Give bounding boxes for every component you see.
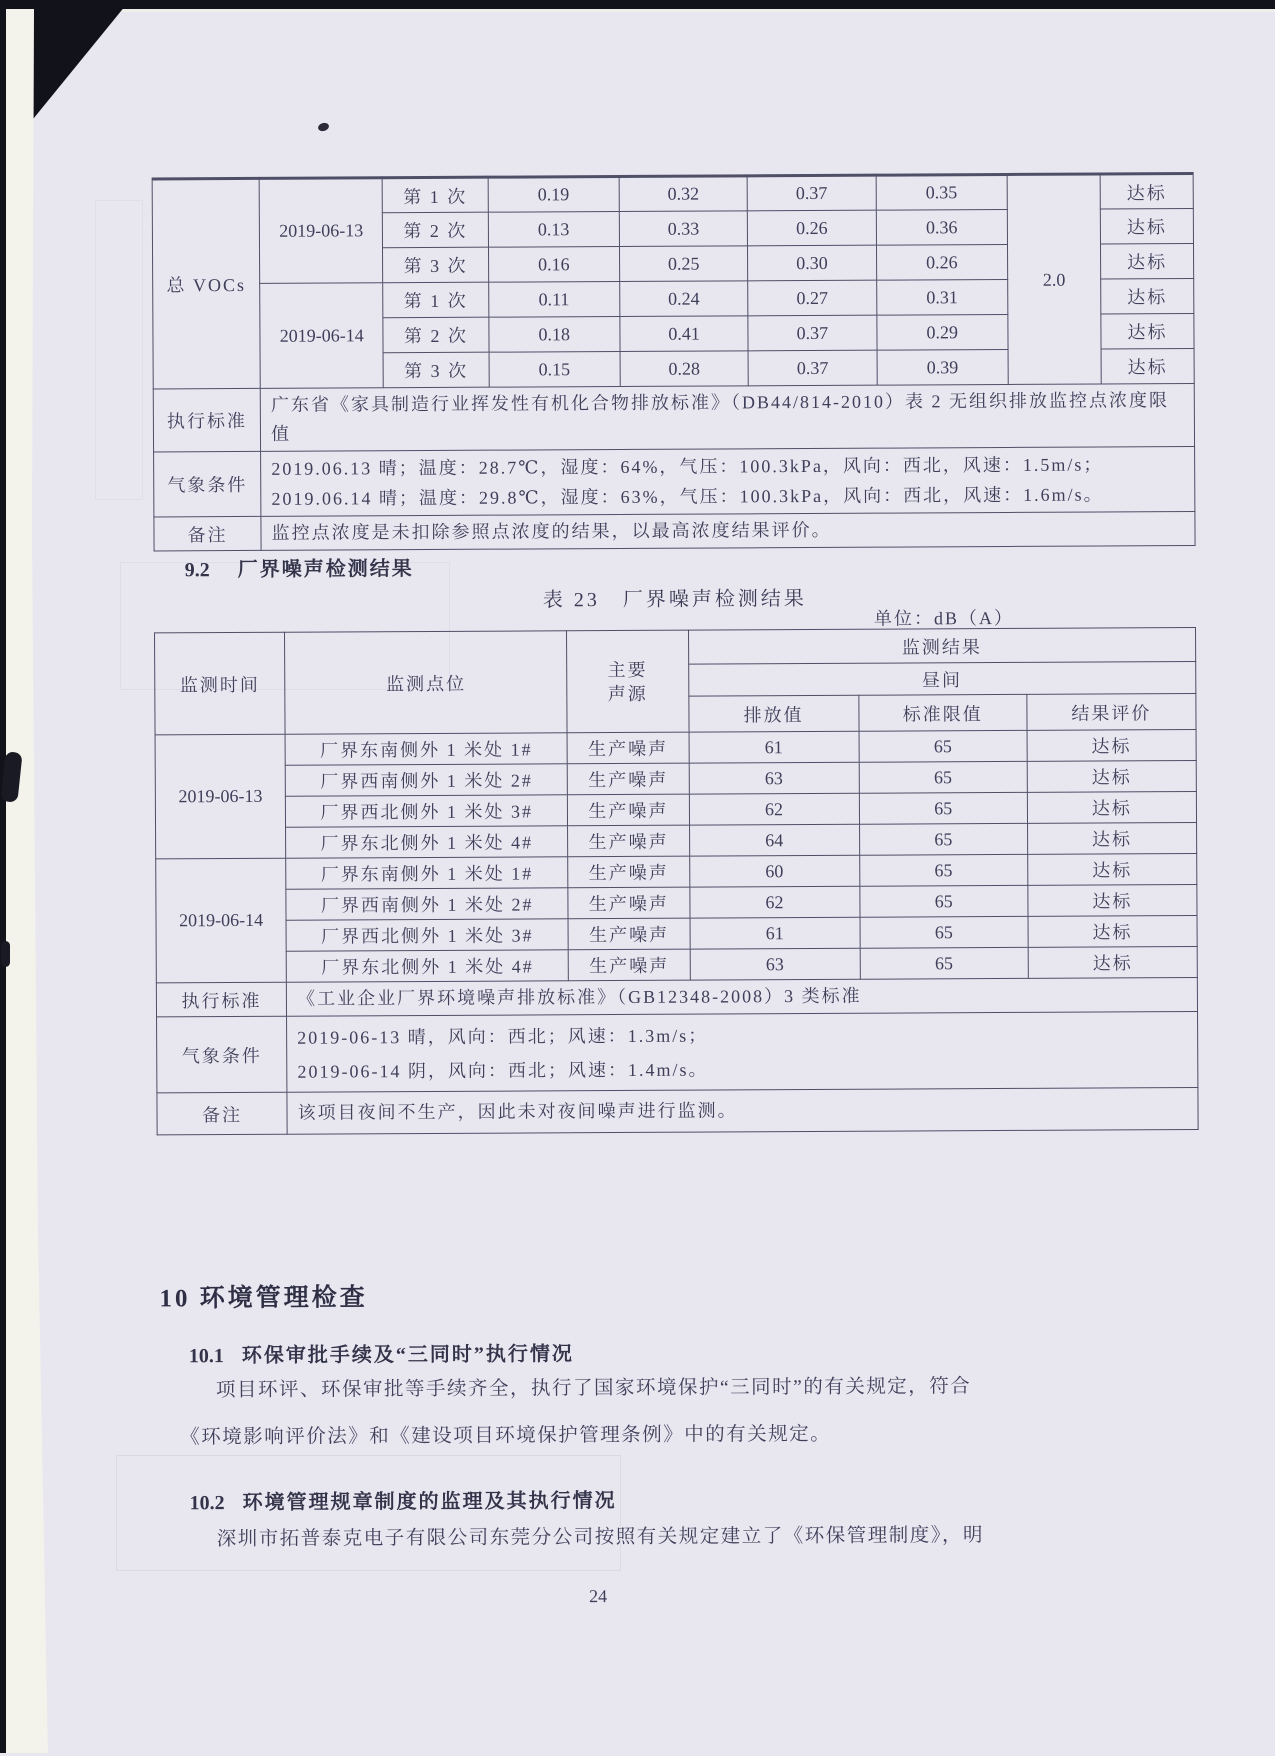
noise-remark-text-cell: 该项目夜间不生产，因此未对夜间噪声进行监测。 (287, 1087, 1198, 1134)
voc-value-cell: 0.37 (748, 350, 877, 386)
noise-weather-line-1: 2019-06-13 晴，风向：西北；风速：1.3m/s； (297, 1025, 709, 1048)
voc-value-cell: 0.30 (748, 245, 877, 281)
noise-value-cell: 61 (689, 731, 859, 763)
voc-value-cell: 0.37 (747, 175, 876, 211)
voc-trial-cell: 第 3 次 (383, 352, 488, 388)
voc-value-cell: 0.32 (619, 176, 748, 212)
noise-source-cell: 生产噪声 (569, 949, 690, 981)
voc-value-cell: 0.26 (876, 244, 1008, 280)
voc-value-cell: 0.39 (877, 349, 1009, 385)
noise-eval-cell: 达标 (1028, 946, 1197, 978)
noise-source-cell: 生产噪声 (568, 887, 689, 919)
noise-point-cell: 厂界西北侧外 1 米处 3# (285, 795, 567, 827)
section-title: 厂界噪声检测结果 (237, 558, 414, 581)
voc-date-cell: 2019-06-13 (259, 178, 383, 284)
noise-limit-cell: 65 (859, 854, 1027, 886)
noise-result-group-header: 监测结果 (688, 627, 1196, 664)
noise-source-cell: 生产噪声 (568, 918, 689, 950)
voc-value-cell: 0.26 (748, 210, 877, 246)
voc-value-cell: 0.11 (488, 281, 620, 317)
noise-col-source-header (567, 630, 689, 733)
noise-limit-header: 标准限值 (859, 694, 1027, 731)
source-header-line-1: 主要 (607, 659, 648, 680)
noise-source-cell: 生产噪声 (568, 794, 689, 826)
voc-value-cell: 0.15 (489, 351, 621, 387)
noise-eval-cell: 达标 (1027, 760, 1196, 792)
noise-source-cell: 生产噪声 (568, 763, 689, 795)
noise-point-cell: 厂界东南侧外 1 米处 1# (286, 857, 568, 889)
voc-result-cell: 达标 (1101, 278, 1194, 313)
voc-standard-label-cell: 执行标准 (153, 388, 260, 452)
voc-date-cell: 2019-06-14 (260, 283, 384, 389)
noise-point-cell: 厂界东北侧外 1 米处 4# (286, 826, 568, 858)
section-number: 10.1 (188, 1345, 224, 1368)
voc-result-cell: 达标 (1100, 243, 1193, 278)
voc-value-cell: 0.16 (488, 246, 620, 282)
noise-eval-header: 结果评价 (1027, 693, 1196, 730)
noise-eval-cell: 达标 (1027, 729, 1196, 761)
voc-value-cell: 0.36 (876, 209, 1008, 245)
voc-trial-cell: 第 3 次 (383, 247, 488, 283)
voc-weather-line-1: 2019.06.13 晴；温度：28.7℃，湿度：64%，气压：100.3kPa，风向：西北，风速：1.5m/s； (271, 454, 1104, 479)
voc-value-cell: 0.18 (488, 316, 620, 352)
voc-result-cell: 达标 (1100, 208, 1193, 243)
noise-results-table (154, 627, 1199, 1135)
voc-value-cell: 0.24 (620, 281, 749, 317)
voc-weather-text-cell (261, 446, 1195, 516)
noise-value-cell: 62 (689, 793, 859, 825)
voc-value-cell: 0.27 (748, 280, 877, 316)
noise-eval-cell: 达标 (1028, 915, 1197, 947)
voc-result-cell: 达标 (1101, 313, 1194, 348)
voc-trial-cell: 第 2 次 (383, 317, 488, 353)
noise-eval-cell: 达标 (1027, 822, 1196, 854)
voc-value-cell: 0.19 (488, 176, 620, 212)
voc-weather-line-2: 2019.06.14 晴；温度：29.8℃，湿度：63%，气压：100.3kPa，风向：西北，风速：1.6m/s。 (271, 484, 1104, 509)
paragraph-line: 深圳市拓普泰克电子有限公司东莞分公司按照有关规定建立了《环保管理制度》，明 (216, 1525, 985, 1551)
voc-results-table (152, 172, 1196, 551)
noise-limit-cell: 65 (859, 823, 1027, 855)
noise-limit-cell: 65 (860, 916, 1028, 948)
voc-trial-cell: 第 1 次 (383, 282, 488, 318)
section-number: 10.2 (189, 1492, 225, 1515)
noise-eval-cell: 达标 (1027, 791, 1196, 823)
voc-value-cell: 0.29 (876, 314, 1008, 350)
section-10-2-heading (189, 1484, 616, 1515)
noise-value-cell: 61 (690, 917, 860, 949)
section-title: 环境管理规章制度的监理及其执行情况 (242, 1490, 617, 1514)
noise-point-cell: 厂界西北侧外 1 米处 3# (286, 919, 568, 951)
noise-emission-header: 排放值 (688, 695, 858, 732)
noise-weather-text-cell (287, 1011, 1198, 1092)
paragraph-line: 项目环评、环保审批等手续齐全，执行了国家环境保护“三同时”的有关规定，符合 (215, 1376, 972, 1402)
noise-col-point-header: 监测点位 (285, 631, 568, 734)
noise-point-cell: 厂界东南侧外 1 米处 1# (285, 733, 567, 765)
noise-limit-cell: 65 (859, 792, 1027, 824)
noise-standard-text-cell: 《工业企业厂界环境噪声排放标准》（GB12348-2008）3 类标准 (286, 977, 1197, 1016)
voc-standard-text-cell: 广东省《家具制造行业挥发性有机化合物排放标准》（DB44/814-2010）表 2 无组织排放监控点浓度限值 (260, 383, 1194, 451)
voc-pollutant-cell: 总 VOCs (152, 178, 260, 389)
section-9-2-heading (185, 552, 414, 582)
noise-weather-label-cell: 气象条件 (157, 1016, 288, 1093)
voc-value-cell: 0.41 (620, 316, 749, 352)
noise-value-cell: 63 (689, 762, 859, 794)
noise-point-cell: 厂界西南侧外 1 米处 2# (285, 764, 567, 796)
noise-source-cell: 生产噪声 (568, 856, 689, 888)
noise-date-cell: 2019-06-13 (155, 734, 286, 859)
paragraph-line: 《环境影响评价法》和《建设项目环境保护管理条例》中的有关规定。 (180, 1423, 832, 1449)
noise-limit-cell: 65 (860, 947, 1028, 979)
voc-trial-cell: 第 1 次 (383, 177, 488, 213)
voc-value-cell: 0.37 (748, 315, 877, 351)
voc-result-cell: 达标 (1101, 348, 1194, 383)
voc-remark-text-cell: 监控点浓度是未扣除参照点浓度的结果，以最高浓度结果评价。 (261, 511, 1195, 550)
noise-value-cell: 63 (690, 948, 860, 980)
noise-eval-cell: 达标 (1027, 853, 1196, 885)
voc-value-cell: 0.35 (876, 174, 1008, 210)
section-10-1-heading (189, 1337, 574, 1368)
noise-source-cell: 生产噪声 (568, 825, 689, 857)
noise-weather-line-2: 2019-06-14 阴，风向：西北；风速：1.4m/s。 (297, 1059, 709, 1082)
noise-eval-cell: 达标 (1028, 884, 1197, 916)
voc-value-cell: 0.31 (876, 279, 1008, 315)
noise-remark-label-cell: 备注 (157, 1092, 287, 1135)
noise-limit-cell: 65 (859, 730, 1027, 762)
voc-value-cell: 0.25 (619, 246, 748, 282)
section-number: 9.2 (184, 559, 210, 582)
noise-source-cell: 生产噪声 (567, 732, 688, 764)
section-10-heading: 10 环境管理检查 (159, 1284, 368, 1313)
voc-value-cell: 0.33 (619, 211, 748, 247)
voc-result-cell: 达标 (1100, 173, 1193, 208)
noise-col-time-header: 监测时间 (155, 632, 286, 735)
noise-point-cell: 厂界西南侧外 1 米处 2# (286, 888, 568, 920)
voc-value-cell: 0.28 (620, 351, 749, 387)
noise-value-cell: 60 (689, 855, 859, 887)
noise-daytime-header: 昼间 (688, 661, 1196, 696)
voc-remark-label-cell: 备注 (154, 516, 261, 551)
voc-weather-label-cell: 气象条件 (154, 451, 261, 517)
noise-date-cell: 2019-06-14 (156, 858, 287, 983)
noise-point-cell: 厂界东北侧外 1 米处 4# (286, 950, 568, 982)
noise-limit-cell: 65 (860, 885, 1028, 917)
voc-trial-cell: 第 2 次 (383, 212, 488, 248)
section-title: 环保审批手续及“三同时”执行情况 (241, 1343, 574, 1367)
noise-standard-label-cell: 执行标准 (156, 982, 286, 1017)
voc-value-cell: 0.13 (488, 211, 620, 247)
page-number: 24 (589, 1586, 608, 1607)
noise-limit-cell: 65 (859, 761, 1027, 793)
noise-value-cell: 64 (689, 824, 859, 856)
voc-limit-cell: 2.0 (1007, 174, 1101, 384)
unit-note: 单位：dB（A） (873, 607, 1014, 629)
source-header-line-2: 声源 (607, 683, 648, 704)
noise-value-cell: 62 (689, 886, 859, 918)
table-23-caption: 表 23 厂界噪声检测结果 (542, 588, 807, 612)
